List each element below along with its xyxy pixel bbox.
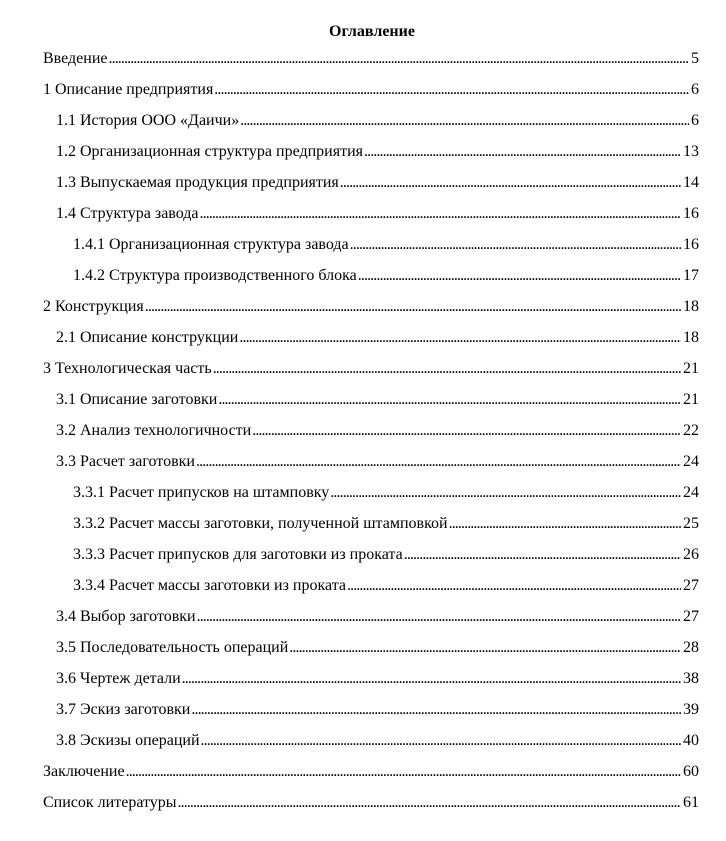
toc-dot-leader [340, 174, 681, 192]
toc-entry[interactable] [73, 540, 699, 564]
toc-dot-leader [191, 701, 681, 719]
toc-entry-label: 1 Описание предприятия [43, 81, 214, 98]
toc-dot-leader [289, 639, 681, 657]
toc-entry[interactable] [56, 137, 699, 161]
toc-entry[interactable] [56, 602, 699, 626]
toc-entry[interactable] [56, 447, 699, 471]
toc-entry-page: 22 [683, 422, 699, 439]
toc-dot-leader [350, 236, 681, 254]
page-title: Оглавление [329, 23, 415, 40]
toc-entry-page: 18 [683, 329, 699, 346]
toc-dot-leader [330, 484, 681, 502]
toc-entry-label: 3.3 Расчет заготовки [56, 453, 195, 470]
toc-entry-label: 3 Технологическая часть [43, 360, 212, 377]
toc-entry-page: 16 [683, 205, 699, 222]
toc-entry-page: 16 [683, 236, 699, 253]
toc-entry[interactable] [56, 199, 699, 223]
toc-entry[interactable] [43, 788, 699, 812]
toc-entry[interactable] [56, 695, 699, 719]
toc-entry[interactable] [56, 633, 699, 657]
toc-entry[interactable] [73, 478, 699, 502]
toc-entry-page: 26 [683, 546, 699, 563]
toc-entry-page: 61 [683, 794, 699, 811]
toc-entry-page: 24 [683, 453, 699, 470]
toc-entry-label: 3.7 Эскиз заготовки [56, 701, 191, 718]
toc-entry-page: 21 [683, 391, 699, 408]
toc-entry-page: 6 [691, 81, 699, 98]
toc-entry-label: Заключение [43, 763, 125, 780]
toc-dot-leader [201, 732, 681, 750]
toc-entry-page: 6 [691, 112, 699, 129]
toc-entry-label: 3.2 Анализ технологичности [56, 422, 252, 439]
toc-entry[interactable] [56, 385, 699, 409]
toc-entry-page: 13 [683, 143, 699, 160]
toc-entry[interactable] [73, 230, 699, 254]
toc-dot-leader [449, 515, 681, 533]
toc-dot-leader [214, 81, 689, 99]
toc-dot-leader [109, 50, 690, 68]
toc-entry[interactable] [56, 664, 699, 688]
toc-dot-leader [197, 608, 681, 626]
toc-dot-leader [200, 205, 681, 223]
toc-dot-leader [347, 577, 681, 595]
toc-entry[interactable] [43, 44, 699, 68]
toc-entry-page: 60 [683, 763, 699, 780]
toc-dot-leader [404, 546, 681, 564]
toc-dot-leader [358, 267, 681, 285]
toc-entry-label: 1.4 Структура завода [56, 205, 199, 222]
toc-entry-page: 14 [683, 174, 699, 191]
toc-entry-page: 27 [683, 577, 699, 594]
toc-entry-page: 17 [683, 267, 699, 284]
toc-entry[interactable] [56, 168, 699, 192]
toc-entry-label: 1.2 Организационная структура предприятия [56, 143, 363, 160]
toc-entry-label: 3.5 Последовательность операций [56, 639, 289, 656]
toc-dot-leader [364, 143, 681, 161]
toc-entry-page: 39 [683, 701, 699, 718]
toc-dot-leader [178, 794, 681, 812]
toc-entry-label: 3.3.4 Расчет массы заготовки из проката [73, 577, 346, 594]
toc-entry-label: Список литературы [43, 794, 177, 811]
toc-entry-label: 3.4 Выбор заготовки [56, 608, 196, 625]
toc-entry[interactable] [56, 416, 699, 440]
toc-entry-label: 3.6 Чертеж детали [56, 670, 181, 687]
toc-entry[interactable] [43, 75, 699, 99]
toc-entry-page: 21 [683, 360, 699, 377]
toc-entry[interactable] [56, 323, 699, 347]
toc-dot-leader [196, 453, 681, 471]
toc-dot-leader [182, 670, 681, 688]
toc-entry-label: 3.3.2 Расчет массы заготовки, полученной штамповкой [73, 515, 448, 532]
toc-entry-page: 24 [683, 484, 699, 501]
toc-dot-leader [145, 298, 681, 316]
toc-entry-page: 40 [683, 732, 699, 749]
toc-entry-label: 1.4.2 Структура производственного блока [73, 267, 357, 284]
toc-entry-label: 1.1 История ООО «Даичи» [56, 112, 240, 129]
toc-entry-page: 38 [683, 670, 699, 687]
toc-entry[interactable] [56, 726, 699, 750]
toc-entry-page: 18 [683, 298, 699, 315]
toc-entry[interactable] [43, 292, 699, 316]
toc-entry-page: 25 [683, 515, 699, 532]
toc-entry-label: Введение [43, 50, 108, 67]
toc-entry-label: 3.1 Описание заготовки [56, 391, 218, 408]
toc-entry[interactable] [73, 261, 699, 285]
toc-dot-leader [240, 112, 689, 130]
toc-dot-leader [252, 422, 681, 440]
toc-entry[interactable] [43, 757, 699, 781]
toc-entry-label: 1.3 Выпускаемая продукция предприятия [56, 174, 339, 191]
toc-entry[interactable] [43, 354, 699, 378]
toc-entry-label: 3.8 Эскизы операций [56, 732, 200, 749]
toc-entry-label: 3.3.1 Расчет припусков на штамповку [73, 484, 330, 501]
toc-entry-label: 1.4.1 Организационная структура завода [73, 236, 349, 253]
toc-entry-page: 27 [683, 608, 699, 625]
toc-dot-leader [218, 391, 681, 409]
toc-dot-leader [239, 329, 681, 347]
toc-dot-leader [213, 360, 681, 378]
toc-entry-label: 2 Конструкция [43, 298, 144, 315]
toc-dot-leader [126, 763, 681, 781]
toc-entry-page: 28 [683, 639, 699, 656]
toc-entry-label: 3.3.3 Расчет припусков для заготовки из проката [73, 546, 403, 563]
toc-entry[interactable] [73, 509, 699, 533]
toc-entry[interactable] [73, 571, 699, 595]
toc-entry-label: 2.1 Описание конструкции [56, 329, 239, 346]
toc-entry-page: 5 [691, 50, 699, 67]
toc-entry[interactable] [56, 106, 699, 130]
